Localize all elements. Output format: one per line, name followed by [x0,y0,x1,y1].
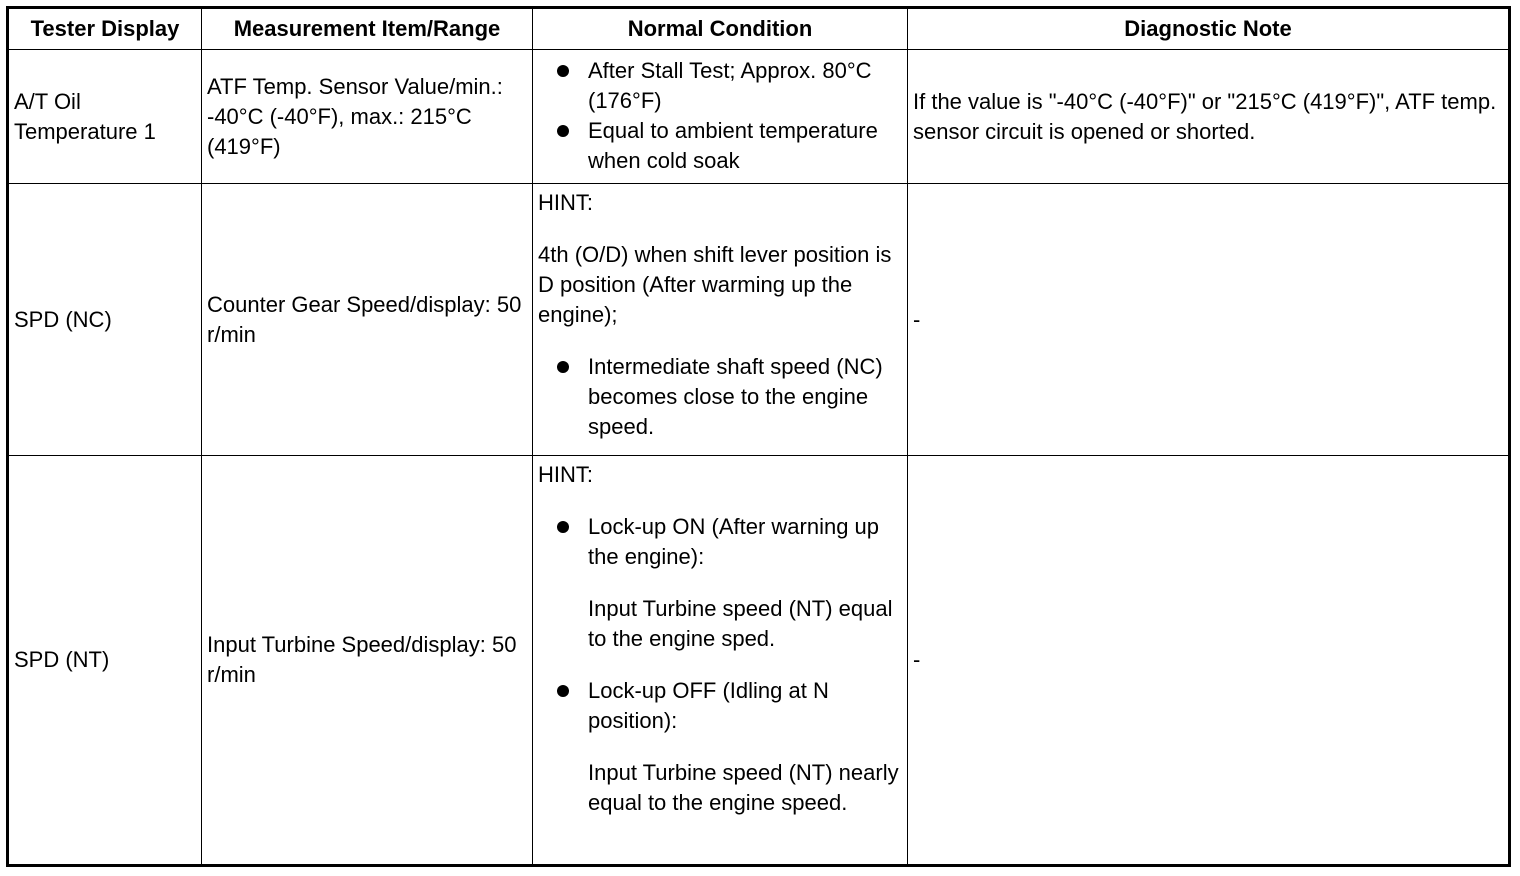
condition-bullet-list [538,512,903,818]
header-normal-condition: Normal Condition [533,8,908,50]
table-row [8,456,1510,866]
condition-bullet-list [538,352,903,442]
cell-tester-display: A/T Oil Temperature 1 [8,50,202,184]
cell-normal-condition [533,184,908,456]
cell-diagnostic-note: If the value is "-40°C (-40°F)" or "215°C (419°F)", ATF temp. sensor circuit is opened or shorted. [908,50,1510,184]
table-row [8,184,1510,456]
header-measurement-item: Measurement Item/Range [202,8,533,50]
cell-measurement: Input Turbine Speed/display: 50 r/min [202,456,533,866]
condition-bullet-label: Lock-up OFF (Idling at N position): [588,678,829,733]
diagnostic-data-table [6,6,1511,867]
condition-bullet [538,512,903,654]
cell-normal-condition [533,50,908,184]
header-tester-display: Tester Display [8,8,202,50]
cell-tester-display: SPD (NT) [8,456,202,866]
condition-bullet [538,676,903,818]
condition-bullet: After Stall Test; Approx. 80°C (176°F) [538,56,903,116]
cell-measurement: ATF Temp. Sensor Value/min.: -40°C (-40°F), max.: 215°C (419°F) [202,50,533,184]
condition-bullet-label: Lock-up ON (After warning up the engine): [588,514,880,569]
condition-bullet: Equal to ambient temperature when cold soak [538,116,903,176]
condition-bullet-detail: Input Turbine speed (NT) equal to the engine sped. [588,596,893,651]
condition-bullet-list [538,56,903,176]
cell-tester-display: SPD (NC) [8,184,202,456]
condition-bullet-detail: Input Turbine speed (NT) nearly equal to the engine speed. [588,760,899,815]
cell-diagnostic-note: - [908,456,1510,866]
cell-normal-condition [533,456,908,866]
table-header-row [8,8,1510,50]
cell-diagnostic-note: - [908,184,1510,456]
header-diagnostic-note: Diagnostic Note [908,8,1510,50]
hint-label: HINT: [538,462,593,487]
cell-measurement: Counter Gear Speed/display: 50 r/min [202,184,533,456]
hint-label: HINT: [538,190,593,215]
condition-bullet: Intermediate shaft speed (NC) becomes close to the engine speed. [538,352,903,442]
condition-paragraph: 4th (O/D) when shift lever position is D position (After warming up the engine); [538,242,892,327]
table-row [8,50,1510,184]
